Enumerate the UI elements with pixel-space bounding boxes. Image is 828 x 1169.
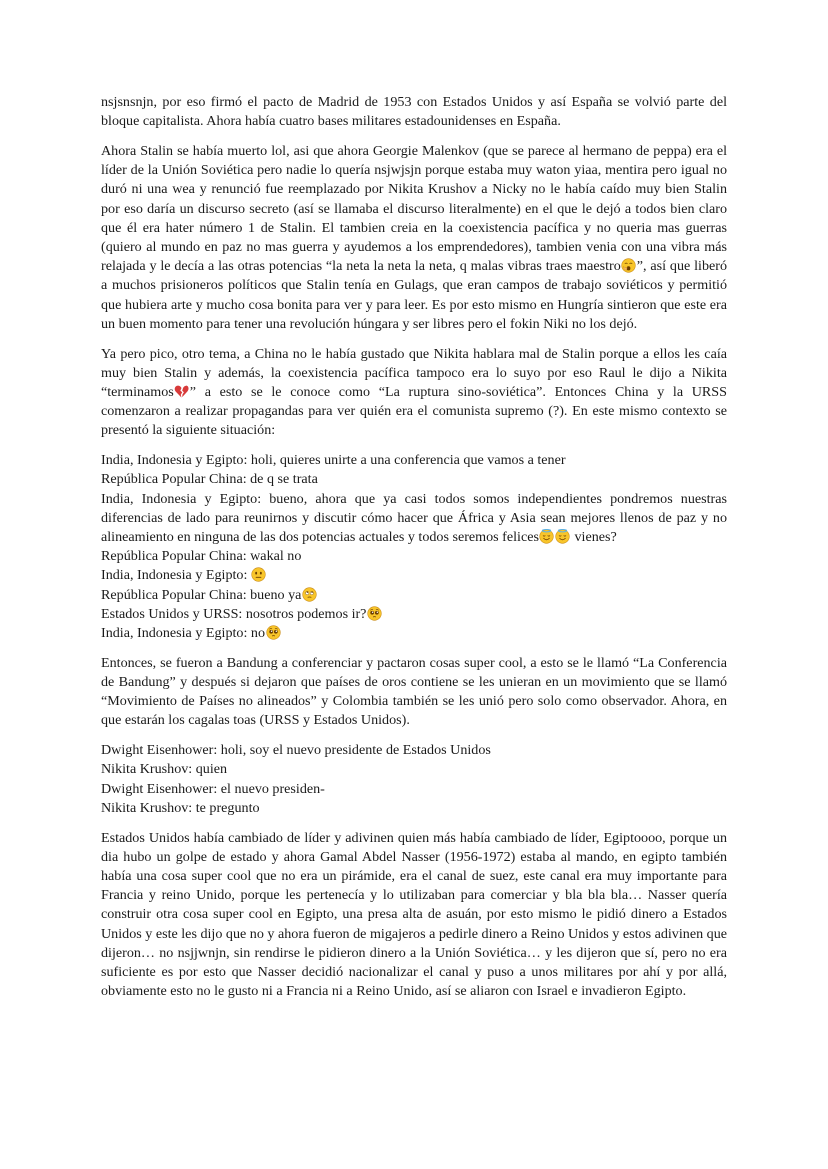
dialogue-line-e2-text: Nikita Krushov: quien	[101, 761, 228, 778]
paragraph-2	[101, 142, 727, 334]
dialogue-line-7-text: Estados Unidos y URSS: nosotros podemos ir?	[101, 605, 367, 622]
paragraph-4-text: Entonces, se fueron a Bandung a conferenciar y pactaron cosas super cool, a esto se le llamó “La Conferencia de Bandung” y después si dejaron que países de oros contiene se les unieran en un movimiento que se llamó “Movimiento de Países no alineados” y Colombia también se les unió pero solo como observador. Ahora, en que estarán los cagalas toas (URSS y Estados Unidos).	[101, 654, 727, 729]
dialogue-line	[101, 799, 727, 818]
paragraph-5-text: Estados Unidos había cambiado de líder y adivinen quien más había cambiado de líder, Egiptoooo, porque un dia hubo un golpe de estado y ahora Gamal Abdel Nasser (1956-1972) estaba al mando, en egipto también había una cosa super cool que no era un pirámide, era el canal de suez, este canal era muy importante para Francia y reino Unido, porque les pertenecía y lo utilizaban para comerciar y bla bla bla… Nasser quería construir otra cosa super cool en Egipto, una presa alta de asuán, por esto mismo le pidió dinero a Estados Unidos y este les dijo que no y ahora fueron de migajeros a pedirle dinero a Reino Unidos y estos adivinen que dijeron… no nsjjwnjn, sin rendirse le pidieron dinero a la Unión Soviética… y les dijeron que sí, pero no era suficiente es por esto que Nasser decidió nacionalizar el canal y puso a unos militares por ahí y por allá, obviamente esto no le gusto ni a Francia ni a Reino Unido, así se aliaron con Israel e invadieron Egipto.	[101, 829, 727, 1000]
dialogue-line-2-text: República Popular China: de q se trata	[101, 471, 318, 488]
paragraph-4	[101, 654, 727, 731]
dialogue-line	[101, 566, 727, 585]
paragraph-3	[101, 345, 727, 441]
paragraph-1-text: nsjsnsnjn, por eso firmó el pacto de Madrid de 1953 con Estados Unidos y así España se volvió parte del bloque capitalista. Ahora había cuatro bases militares estadounidenses en España.	[101, 94, 727, 130]
broken-heart-icon	[174, 384, 189, 399]
pleading-face-icon	[367, 606, 382, 621]
dialogue-line-e1-text: Dwight Eisenhower: holi, soy el nuevo presidente de Estados Unidos	[101, 742, 491, 759]
dialogue-line	[101, 451, 727, 470]
dialogue-line-e3-text: Dwight Eisenhower: el nuevo presiden-	[101, 780, 325, 797]
paragraph-2-text-b: ”, así que liberó a muchos prisioneros políticos que Stalin tenía en Gulags, que eran campos de trabajo soviéticos y permitió que hubiera arte y mucho cosa bonita para ver y para leer. Es por esto mismo en Hungría sintieron que este era un buen momento para tener una revolución húngara y ser libres pero el fokin Niki no los dejó.	[101, 258, 727, 332]
dialogue-line-3-text-b: vienes?	[570, 529, 617, 546]
dialogue-line-5-text: India, Indonesia y Egipto:	[101, 567, 251, 584]
smiling-face-with-halo-icon	[539, 529, 554, 544]
dialogue-line	[101, 470, 727, 489]
paragraph-3-text-b: ” a esto se le conoce como “La ruptura sino-soviética”. Entonces China y la URSS comenzaron a realizar propagandas para ver quién era el comunista supremo (?). En este mismo contexto se presentó la siguiente situación:	[101, 384, 727, 439]
dialogue-bandung	[101, 451, 727, 643]
dialogue-line-4-text: República Popular China: wakal no	[101, 548, 302, 565]
dialogue-line-1-text: India, Indonesia y Egipto: holi, quieres unirte a una conferencia que vamos a tener	[101, 452, 566, 469]
dialogue-line	[101, 760, 727, 779]
dialogue-line	[101, 741, 727, 760]
neutral-face-icon	[251, 567, 266, 582]
dialogue-eisenhower	[101, 741, 727, 818]
face-with-rolling-eyes-icon	[302, 587, 317, 602]
dialogue-line	[101, 547, 727, 566]
dialogue-line-e4-text: Nikita Krushov: te pregunto	[101, 799, 260, 816]
dialogue-line-3-text: India, Indonesia y Egipto: bueno, ahora que ya casi todos somos independientes pondremos nuestras diferencias de lado para reunirnos y discutir cómo hacer que África y Asia sean mejores llenos de paz y no alineamiento en ninguna de las dos potencias actuales y todos seremos felices	[101, 490, 727, 546]
dialogue-line	[101, 624, 727, 643]
pleading-face-icon	[266, 625, 281, 640]
paragraph-2-text-a: Ahora Stalin se había muerto lol, asi que ahora Georgie Malenkov (que se parece al hermano de peppa) era el líder de la Unión Soviética pero nadie lo quería nsjwjsjn porque estaba muy waton yiaa, mentira pero igual no duró ni una wea y renunció fue reemplazado por Nikita Krushov a Nicky no le había caído muy bien Stalin por eso daría un discurso secreto (así se llamaba el discurso literalmente) en el que le dejó a todos bien claro que él era hater número 1 de Stalin. El tambien creia en la coexistencia pacífica y no queria mas guerras (quiero al mundo en paz no mas guerra y ayudemos a los emprendedores), tambien venia con una vibra más relajada y le decía a las otras potencias “la neta la neta la neta, q malas vibras traes maestro	[101, 143, 727, 275]
smiling-face-with-halo-icon	[555, 529, 570, 544]
yawning-face-icon	[621, 258, 636, 273]
dialogue-line	[101, 780, 727, 799]
dialogue-line-6-text: República Popular China: bueno ya	[101, 586, 302, 603]
dialogue-line-8-text: India, Indonesia y Egipto: no	[101, 625, 266, 642]
dialogue-line	[101, 605, 727, 624]
dialogue-line	[101, 490, 727, 548]
paragraph-3-text-a: Ya pero pico, otro tema, a China no le había gustado que Nikita hablara mal de Stalin porque a ellos les caía muy bien Stalin y además, la coexistencia pacífica tampoco era lo suyo por eso Raul le dijo a Nikita “terminamos	[101, 345, 727, 401]
paragraph-5	[101, 829, 727, 1002]
paragraph-1	[101, 93, 727, 131]
dialogue-line	[101, 586, 727, 605]
